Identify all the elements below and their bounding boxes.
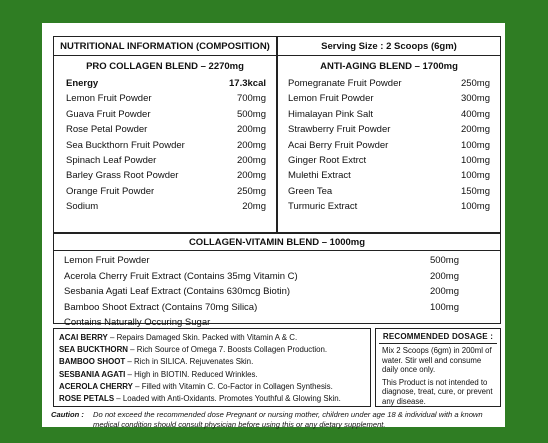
ingredient-row bbox=[64, 269, 459, 285]
ingredient-row bbox=[66, 153, 266, 168]
ingredient-name: Sea Buckthorn Fruit Powder bbox=[66, 139, 185, 151]
benefit-row bbox=[59, 393, 365, 405]
anti-aging-list bbox=[278, 76, 500, 215]
ingredient-name: Sesbania Agati Leaf Extract (Contains 630mcg Biotin) bbox=[64, 286, 291, 298]
ingredient-value: 100mg bbox=[429, 301, 459, 313]
ingredient-name: Acerola Cherry Fruit Extract (Contains 35mg Vitamin C) bbox=[64, 270, 298, 282]
ingredient-value: 500mg bbox=[429, 255, 459, 266]
ingredient-row bbox=[66, 122, 266, 137]
ingredient-value: 100mg bbox=[460, 139, 490, 151]
benefit-text: – Filled with Vitamin C. Co-Factor in Collagen Synthesis. bbox=[132, 381, 333, 391]
nutrition-info-header: NUTRITIONAL INFORMATION (COMPOSITION) bbox=[54, 37, 276, 56]
green-border-right bbox=[505, 0, 548, 443]
ingredient-row bbox=[66, 138, 266, 153]
ingredient-value: 200mg bbox=[236, 139, 266, 151]
ingredient-name: Lemon Fruit Powder bbox=[64, 255, 150, 266]
ingredient-value: 500mg bbox=[236, 108, 266, 120]
ingredient-row bbox=[288, 168, 490, 183]
ingredient-row bbox=[66, 107, 266, 122]
benefit-row bbox=[59, 381, 365, 393]
ingredient-value: 200mg bbox=[429, 270, 459, 282]
disclaimer-text: This Product is not intended to diagnose, treat, cure, or prevent any disease. bbox=[382, 377, 493, 406]
ingredient-row bbox=[288, 153, 490, 168]
benefit-text: – Repairs Damaged Skin. Packed with Vitamin A & C. bbox=[107, 333, 298, 342]
ingredient-row bbox=[288, 184, 490, 199]
ingredient-row bbox=[288, 76, 490, 91]
ingredient-row bbox=[66, 91, 266, 106]
ingredient-name: Ginger Root Extrct bbox=[288, 154, 367, 166]
ingredient-name: Rose Petal Powder bbox=[66, 124, 148, 136]
pro-collagen-title: PRO COLLAGEN BLEND – 2270mg bbox=[86, 61, 244, 72]
ingredient-name: Mulethi Extract bbox=[288, 170, 351, 182]
ingredient-value: 200mg bbox=[236, 124, 266, 136]
ingredient-value: 700mg bbox=[236, 93, 266, 105]
ingredient-value: 300mg bbox=[460, 93, 490, 105]
ingredient-name: Pomegranate Fruit Powder bbox=[288, 78, 402, 89]
benefit-text: – High in BIOTIN. Reduced Wrinkles. bbox=[125, 369, 258, 379]
ingredient-name: Bamboo Shoot Extract (Contains 70mg Silica) bbox=[64, 301, 258, 313]
ingredient-row bbox=[288, 138, 490, 153]
ingredient-value: 250mg bbox=[460, 78, 490, 89]
caution-note bbox=[51, 410, 503, 430]
ingredient-value: 250mg bbox=[236, 185, 266, 197]
ingredient-value: 400mg bbox=[460, 108, 490, 120]
ingredient-value: 200mg bbox=[236, 154, 266, 166]
benefit-label: ACAI BERRY bbox=[59, 333, 108, 342]
ingredient-value: 200mg bbox=[236, 170, 266, 182]
benefits-list bbox=[54, 329, 370, 405]
ingredient-name: Energy bbox=[66, 78, 99, 89]
label-sheet bbox=[42, 23, 505, 427]
ingredient-row bbox=[288, 107, 490, 122]
anti-aging-panel bbox=[277, 36, 501, 233]
benefit-row bbox=[59, 369, 365, 381]
ingredient-name: Spinach Leaf Powder bbox=[66, 154, 157, 166]
ingredient-row bbox=[288, 199, 490, 214]
collagen-vitamin-list bbox=[54, 251, 500, 331]
dosage-instructions: Mix 2 Scoops (6gm) in 200ml of water. Stir well and consume daily once only. bbox=[382, 346, 492, 375]
ingredient-row bbox=[288, 122, 490, 137]
caution-label: Caution : bbox=[51, 410, 84, 419]
ingredient-name: Himalayan Pink Salt bbox=[288, 108, 374, 120]
ingredient-name: Contains Naturally Occuring Sugar bbox=[64, 317, 211, 329]
ingredient-value: 150mg bbox=[460, 185, 490, 197]
ingredient-value: 200mg bbox=[429, 286, 459, 298]
ingredient-value: 100mg bbox=[460, 201, 490, 213]
benefit-label: BAMBOO SHOOT bbox=[59, 357, 126, 367]
ingredient-value: 100mg bbox=[460, 154, 490, 166]
benefit-text: – Rich in SILICA. Rejuvenates Skin. bbox=[125, 357, 254, 367]
pro-collagen-list bbox=[54, 76, 276, 215]
dosage-text bbox=[376, 344, 500, 407]
ingredient-name: Strawberry Fruit Powder bbox=[288, 124, 391, 136]
benefit-row bbox=[59, 332, 365, 344]
benefit-row bbox=[59, 344, 365, 356]
ingredient-value: 200mg bbox=[460, 124, 490, 136]
ingredient-value: 20mg bbox=[242, 201, 266, 213]
benefit-row bbox=[59, 356, 365, 368]
ingredient-row bbox=[288, 91, 490, 106]
ingredient-name: Guava Fruit Powder bbox=[66, 108, 151, 120]
pro-collagen-panel bbox=[53, 36, 277, 233]
benefit-label: ACEROLA CHERRY bbox=[59, 381, 133, 391]
ingredient-name: Lemon Fruit Powder bbox=[288, 93, 374, 105]
ingredient-row bbox=[66, 199, 266, 214]
ingredient-row bbox=[64, 253, 459, 269]
ingredient-name: Lemon Fruit Powder bbox=[66, 93, 152, 105]
ingredient-name: Green Tea bbox=[288, 185, 333, 197]
ingredient-row bbox=[66, 76, 266, 91]
benefit-label: SESBANIA AGATI bbox=[59, 369, 126, 379]
caution-text: Do not exceed the recommended dose Pregnant or nursing mother, children under age 18 & individual with a known medical condition should consult physician before using this or any dietary supplement. bbox=[93, 410, 483, 429]
ingredient-name: Orange Fruit Powder bbox=[66, 185, 155, 197]
ingredient-name: Turmuric Extract bbox=[288, 201, 358, 213]
green-border-top bbox=[0, 0, 548, 23]
benefit-text: – Loaded with Anti-Oxidants. Promotes Youthful & Glowing Skin. bbox=[114, 393, 341, 403]
serving-size-header: Serving Size : 2 Scoops (6gm) bbox=[278, 37, 500, 56]
ingredient-value: 100mg bbox=[460, 170, 490, 182]
ingredient-row bbox=[66, 184, 266, 199]
ingredient-name: Barley Grass Root Powder bbox=[66, 170, 179, 182]
ingredient-value: 17.3kcal bbox=[229, 78, 266, 89]
collagen-vitamin-title: COLLAGEN-VITAMIN BLEND – 1000mg bbox=[54, 234, 500, 251]
benefit-label: ROSE PETALS bbox=[59, 393, 115, 403]
dosage-title: RECOMMENDED DOSAGE : bbox=[379, 332, 497, 344]
ingredient-row bbox=[66, 168, 266, 183]
dosage-panel bbox=[375, 328, 501, 407]
green-border-left bbox=[0, 0, 42, 443]
ingredient-row bbox=[64, 284, 459, 300]
anti-aging-title: ANTI-AGING BLEND – 1700mg bbox=[320, 61, 458, 72]
collagen-vitamin-panel bbox=[53, 233, 501, 329]
ingredient-name: Acai Berry Fruit Powder bbox=[288, 139, 389, 151]
ingredient-row bbox=[64, 300, 459, 316]
ingredient-benefits-panel bbox=[53, 328, 371, 407]
ingredient-name: Sodium bbox=[66, 201, 99, 213]
benefit-label: SEA BUCKTHORN bbox=[59, 345, 128, 355]
benefit-text: – Rich Source of Omega 7. Boosts Collagen Production. bbox=[127, 345, 328, 355]
